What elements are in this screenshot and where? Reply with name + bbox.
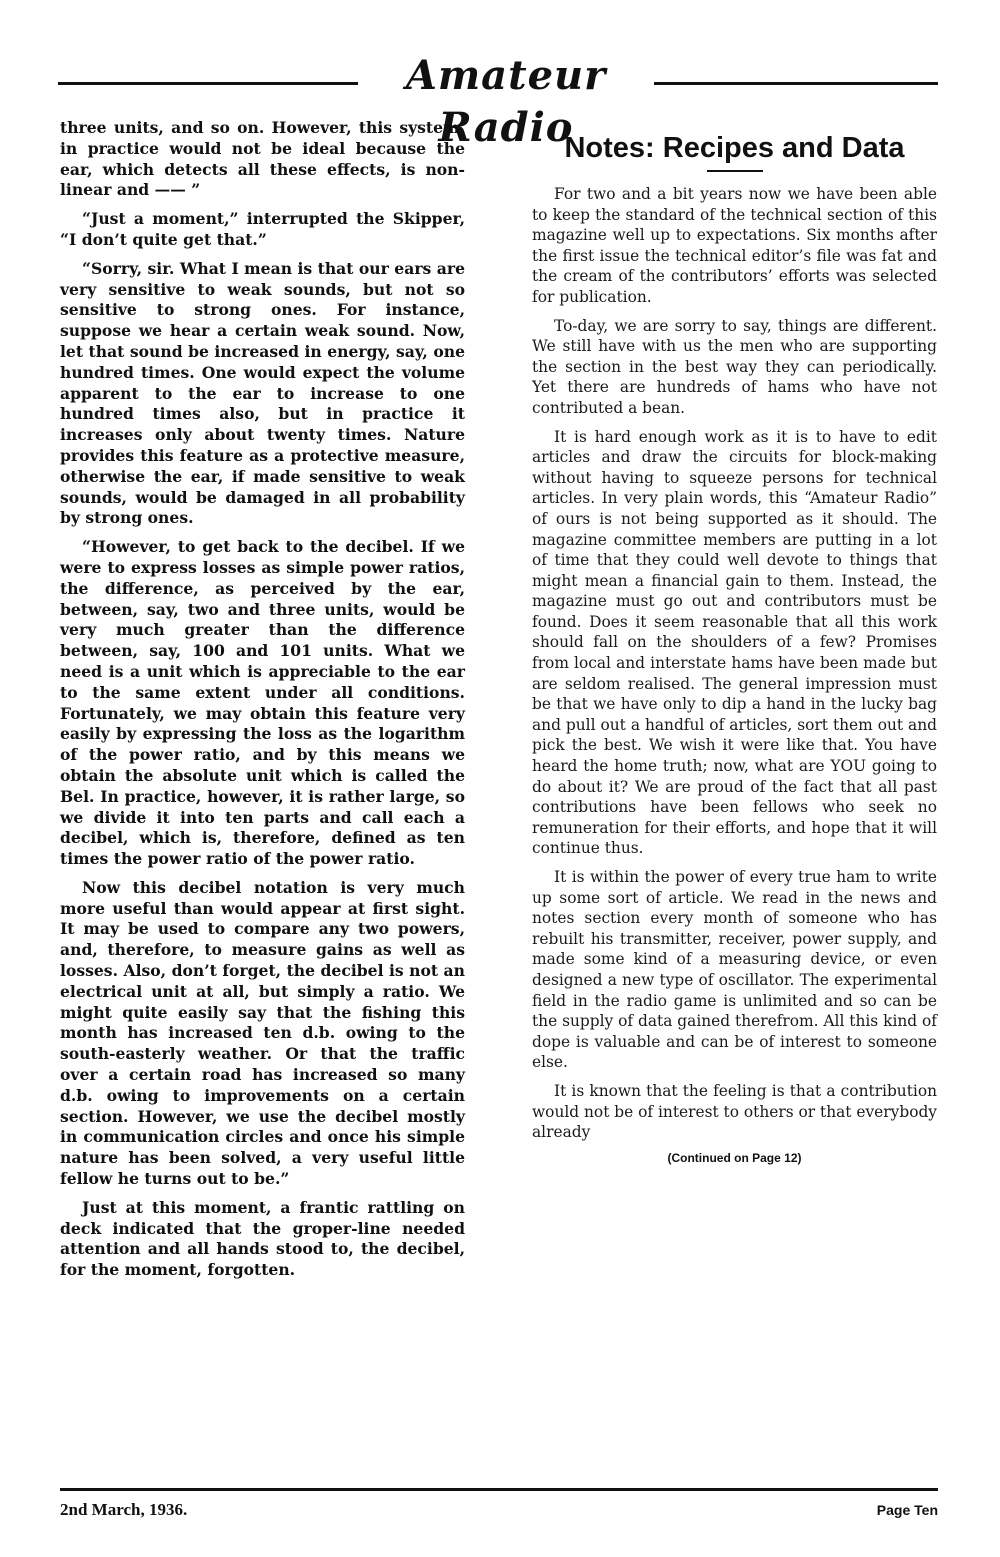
page-number: Page Ten [876,1502,938,1518]
paragraph: It is known that the feeling is that a contribution would not be of interest to others or that everybody already [532,1081,938,1142]
continued-note: (Continued on Page 12) [667,1150,802,1165]
footer-date: 2nd March, 1936. [60,1500,188,1519]
paragraph: Now this decibel notation is very much more useful than would appear at first sight. It may be used to compare any two powers, and, therefore, to measure gains as well as losses. Also, don’t forget, the decibel is not an electrical unit at all, but simply a ratio. We might quite easily say that the fishing this month has increased ten d.b. owing to the south-easterly weather. Or that the traffic over a certain road has increased so many d.b. owing to improvements on a certain section. However, we use the decibel mostly in communication circles and once his simple nature has been solved, a very useful little fellow he turns out to be.” [60,877,465,1189]
masthead-rule-left [58,82,358,85]
paragraph: “Sorry, sir. What I mean is that our ears are very sensitive to weak sounds, but not so sensitive to strong ones. For instance, suppose we hear a certain weak sound. Now, let that sound be increased in energy, say, one hundred times. One would expect the volume apparent to the ear to increase to one hundred times also, but in practice it increases only about twenty times. Nature provides this feature as a protective measure, otherwise the ear, if made sensitive to weak sounds, would be damaged in all probability by strong ones. [60,258,465,528]
paragraph: three units, and so on. However, this system, in practice would not be ideal because the ear, which detects all these effects, is non-linear and —— ” [60,118,465,200]
paragraph: “Just a moment,” interrupted the Skipper, “I don’t quite get that.” [60,209,465,249]
paragraph: Just at this moment, a frantic rattling on deck indicated that the groper-line needed attention and all hands stood to, the decibel, for the moment, forgotten. [60,1197,465,1280]
paragraph: It is within the power of every true ham to write up some sort of article. We read in the news and notes section every month of someone who has rebuilt his transmitter, receiver, power supply, and made some kind of a measuring device, or even designed a new type of oscillator. The experimental field in the radio game is unlimited and so can be the supply of data gained therefrom. All this kind of dope is valuable and can be of interest to someone else. [532,868,937,1072]
masthead-logo: Amateur Radio [405,52,607,151]
heading-rule [707,170,763,172]
footer-rule [60,1488,938,1491]
paragraph: To-day, we are sorry to say, things are different. We still have with us the men who are supporting the section in the best way they can periodically. Yet there are hundreds of hams who have not contributed a bean. [532,316,937,417]
paragraph: It is hard enough work as it is to have to edit articles and draw the circuits for block-making without having to squeeze persons for technical articles. In very plain words, this “Amateur Radio” of ours is not being supported as it should. The magazine committee members are putting in a lot of time that they could well devote to things that might mean a financial gain to them. Instead, the magazine must go out and contributors must be found. Does it seem reasonable that all this work should fall on the shoulders of a few? Promises from local and interstate hams have been made but are seldom realised. The general impression must be that we have only to dip a hand in the lucky bag and pull out a handful of articles, sort them out and pick the best. We wish it were like that. You have heard the home truth; now, what are YOU going to do about it? We are proud of the fact that all past contributions have been fellows who seek no remuneration for their efforts, and hope that it will continue thus. [532,427,937,858]
masthead-rule-right [654,82,938,85]
paragraph: “However, to get back to the decibel. If we were to express losses as simple power ratios, the difference, as perceived by the ear, between, say, two and three units, would be very much greater than the difference between, say, 100 and 101 units. What we need is a unit which is appreciable to the ear to the same extent under all conditions. Fortunately, we may obtain this feature very easily by expressing the loss as the logarithm of the power ratio, and by this means we obtain the absolute unit which is called the Bel. In practice, however, it is rather large, so we divide it into ten parts and call each a decibel, which is, therefore, defined as ten times the power ratio of the power ratio. [60,537,465,869]
article-heading: Notes: Recipes and Data [564,132,905,164]
left-column [60,118,465,1289]
paragraph: For two and a bit years now we have been able to keep the standard of the technical section of this magazine well up to expectations. Six months after the first issue the technical editor’s file was fat and the cream of the contributors’ efforts was selected for publication. [532,185,937,306]
right-column [532,130,937,1165]
